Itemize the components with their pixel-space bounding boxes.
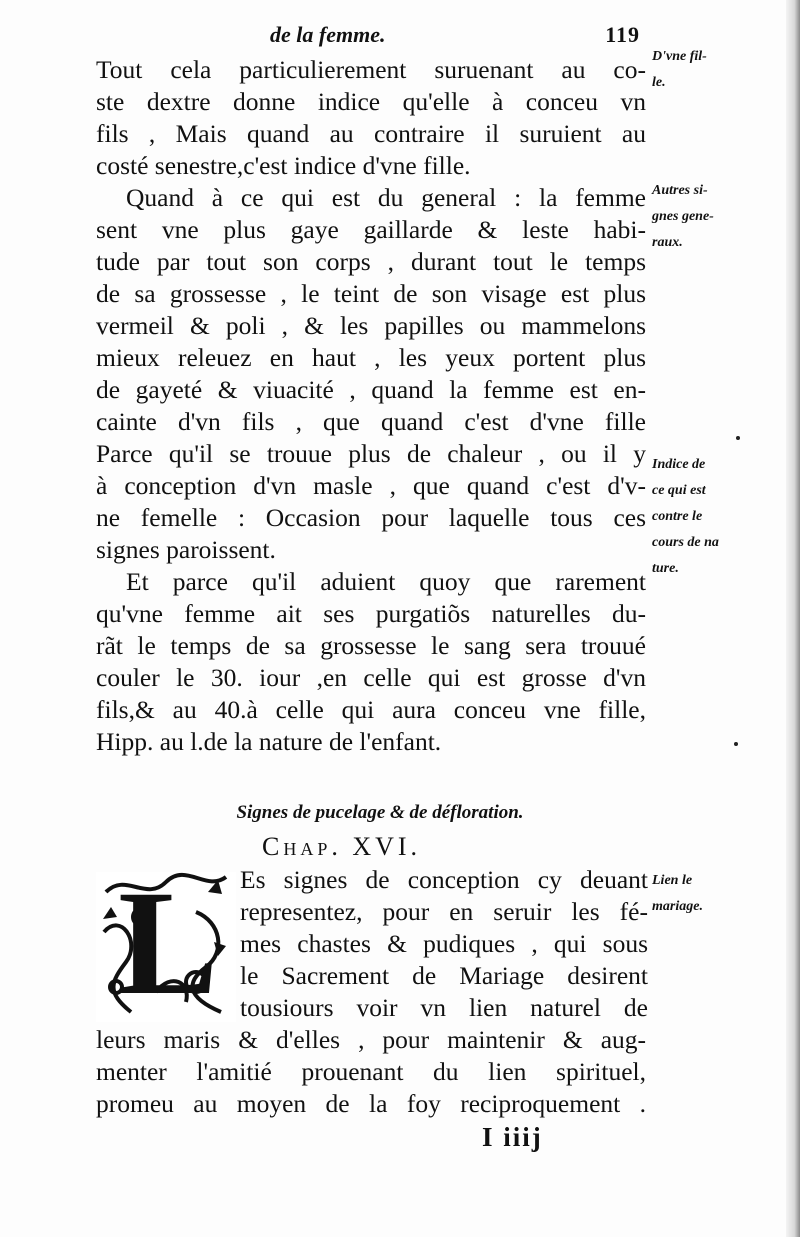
text-line: Et parce qu'il aduient quoy que rarement (126, 567, 646, 596)
text-line: qu'vne femme ait ses purgatiõs naturelles du- (96, 599, 646, 628)
margin-note-2 (652, 178, 782, 256)
page-edge-shadow (786, 0, 800, 1237)
text-line: mieux releuez en haut , les yeux portent plus (96, 343, 646, 372)
text-line: tude par tout son corps , durant tout le temps (96, 247, 646, 276)
text-line: menter l'amitié prouenant du lien spirituel, (96, 1057, 646, 1086)
signature-mark: I iiij (482, 1122, 543, 1152)
chapter-label: Chap. XVI. (262, 832, 422, 861)
ink-speck (736, 436, 740, 440)
paragraph-4-indented (240, 864, 648, 1024)
page-number: 119 (605, 22, 640, 47)
text-line: couler le 30. iour ,en celle qui est grosse d'vn (96, 663, 646, 692)
text-line: promeu au moyen de la foy reciproquement . (96, 1089, 646, 1118)
text-line: costé senestre,c'est indice d'vne fille. (96, 151, 471, 180)
paragraph-4-continued (96, 1024, 646, 1120)
paragraph-3 (96, 566, 646, 758)
text-line: representez, pour en seruir les fé- (240, 897, 648, 926)
text-line: signes paroissent. (96, 535, 276, 564)
margin-note-line: ture. (652, 561, 679, 576)
running-head: de la femme. (270, 22, 386, 47)
margin-note-4 (652, 868, 782, 920)
page-header (270, 22, 640, 54)
margin-note-line: Autres si- (652, 183, 708, 198)
margin-note-line: cours de na (652, 535, 719, 550)
text-line: de sa grossesse , le teint de son visage est plus (96, 279, 646, 308)
paragraph-2 (96, 182, 646, 566)
margin-note-line: gnes gene- (652, 209, 714, 224)
text-line: le Sacrement de Mariage desirent (240, 961, 648, 990)
text-line: fils , Mais quand au contraire il suruient au (96, 119, 646, 148)
margin-note-3 (652, 452, 782, 582)
text-line: Hipp. au l.de la nature de l'enfant. (96, 727, 442, 756)
text-line: Parce qu'il se trouue plus de chaleur , ou il y (96, 439, 646, 468)
text-line: Es signes de conception cy deuant (240, 865, 648, 894)
text-line: rãt le temps de sa grossesse le sang sera trouué (96, 631, 646, 660)
text-line: Tout cela particulierement suruenant au co- (96, 55, 646, 84)
text-line: de gayeté & viuacité , quand la femme est en- (96, 375, 646, 404)
margin-note-line: contre le (652, 509, 703, 524)
text-line: sent vne plus gaye gaillarde & leste habi- (96, 215, 646, 244)
margin-note-1 (652, 44, 782, 96)
margin-note-line: raux. (652, 235, 683, 250)
text-line: Quand à ce qui est du general : la femme (126, 183, 646, 212)
paragraph-1 (96, 54, 646, 182)
ink-speck (734, 742, 738, 746)
text-line: à conception d'vn masle , que quand c'est d'v- (96, 471, 646, 500)
margin-note-line: D'vne fil- (652, 49, 707, 64)
text-line: mes chastes & pudiques , qui sous (240, 929, 648, 958)
initial-letter: L (118, 860, 219, 1026)
margin-note-line: le. (652, 75, 666, 90)
text-line: vermeil & poli , & les papilles ou mammelons (96, 311, 646, 340)
text-line: ne femelle : Occasion pour laquelle tous ces (96, 503, 646, 532)
text-line: tousiours voir vn lien naturel de (240, 993, 648, 1022)
margin-note-line: mariage. (652, 899, 703, 914)
decorated-initial (96, 860, 236, 1026)
text-line: cainte d'vn fils , que quand c'est d'vne fille (96, 407, 646, 436)
margin-note-line: ce qui est (652, 483, 706, 498)
margin-note-line: Indice de (652, 457, 706, 472)
text-line: ste dextre donne indice qu'elle à conceu vn (96, 87, 646, 116)
chapter-title: Signes de pucelage & de défloration. (236, 802, 524, 823)
text-line: leurs maris & d'elles , pour maintenir & aug- (96, 1025, 646, 1054)
margin-note-line: Lien le (652, 873, 693, 888)
text-line: fils,& au 40.à celle qui aura conceu vne fille, (96, 695, 646, 724)
